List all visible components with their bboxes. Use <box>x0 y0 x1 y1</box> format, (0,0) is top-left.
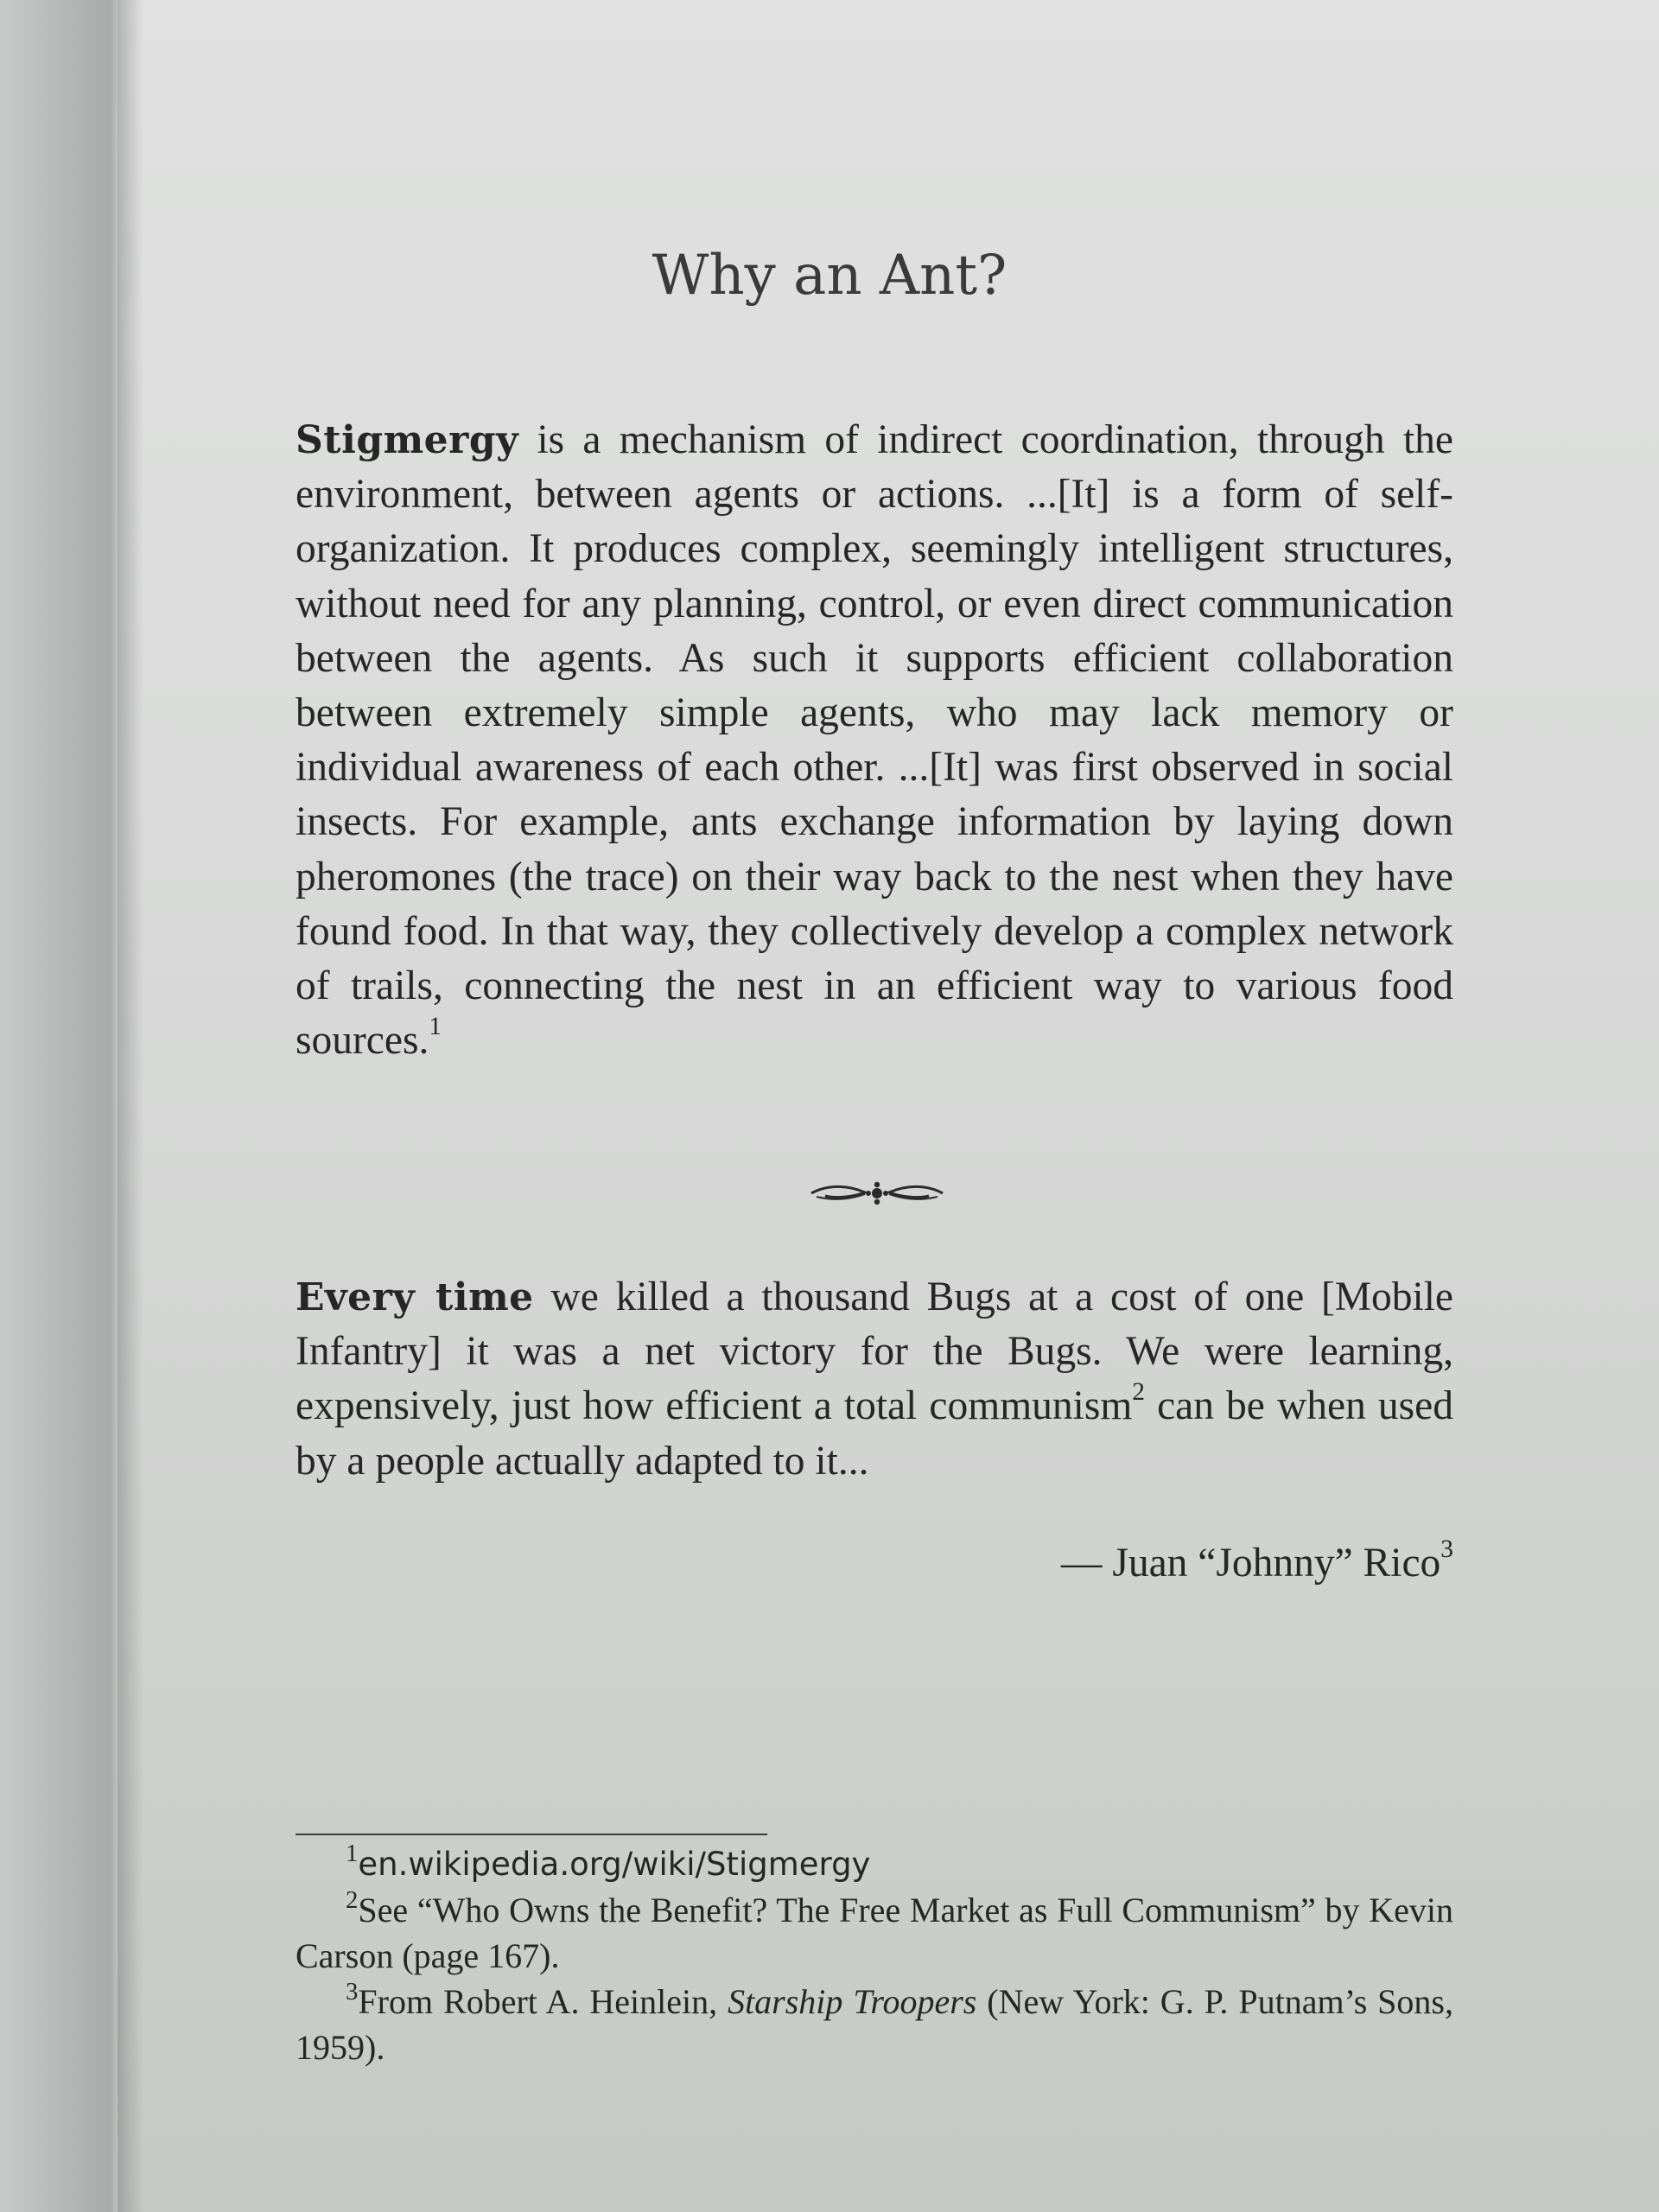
footnote-mark: 1 <box>346 1840 359 1868</box>
heinlein-quote <box>296 1270 1453 1489</box>
footnote-mark: 3 <box>346 1978 359 2006</box>
footnote-rule <box>296 1834 767 1835</box>
footnote-2 <box>296 1887 1453 1979</box>
stigmergy-lead: Stigmergy <box>296 418 519 462</box>
chapter-title: Why an Ant? <box>652 244 1007 308</box>
fleuron-ornament-icon <box>808 1179 946 1208</box>
footnote-ref-3: 3 <box>1440 1535 1453 1563</box>
footnote-ref-1: 1 <box>429 1013 442 1041</box>
footnote-text: (New York: G. P. Putnam’s Sons, 1959). <box>296 1982 1453 2067</box>
spine-shadow <box>118 0 143 2212</box>
footnotes <box>296 1840 1453 2070</box>
footnote-url: en.wikipedia.org/wiki/Stigmergy <box>358 1846 871 1883</box>
heinlein-lead: Every time <box>296 1275 534 1319</box>
stigmergy-quote <box>296 413 1453 1068</box>
footnote-3 <box>296 1979 1453 2070</box>
book-title: Starship Troopers <box>728 1982 977 2021</box>
heinlein-text-end: can be when used by a people actually adapted to it... <box>296 1383 1453 1484</box>
footnote-text: See “Who Owns the Benefit? The Free Market as Full Communism” by Kevin Carson (page 167). <box>296 1891 1453 1975</box>
footnote-1 <box>296 1840 1453 1887</box>
quote-attribution <box>296 1535 1453 1586</box>
attribution-text: — Juan “Johnny” Rico <box>1060 1541 1441 1586</box>
footnote-ref-2: 2 <box>1132 1378 1145 1407</box>
stigmergy-text: is a mechanism of indirect coordination, through the environment, between agents or actions. ...[It] is a form of self-organization. It produces complex, seemingly intelligent structures, without need for any planning, control, or even direct communication between the agents. As such it supports efficient collaboration between extremely simple agents, who may lack memory or individual awareness of each other. ...[It] was first observed in social insects. For example, ants exchange information by laying down pheromones (the trace) on their way back to the nest when they have found food. In that way, they collectively develop a complex network of trails, connecting the nest in an efficient way to various food sources. <box>296 417 1453 1064</box>
footnote-text: From Robert A. Heinlein, <box>358 1982 728 2021</box>
heinlein-text: we killed a thousand Bugs at a cost of one [Mobile Infantry] it was a net victory for the Bugs. We were learning, expensively, just how efficient a total communism <box>296 1274 1453 1429</box>
footnote-mark: 2 <box>346 1886 359 1915</box>
